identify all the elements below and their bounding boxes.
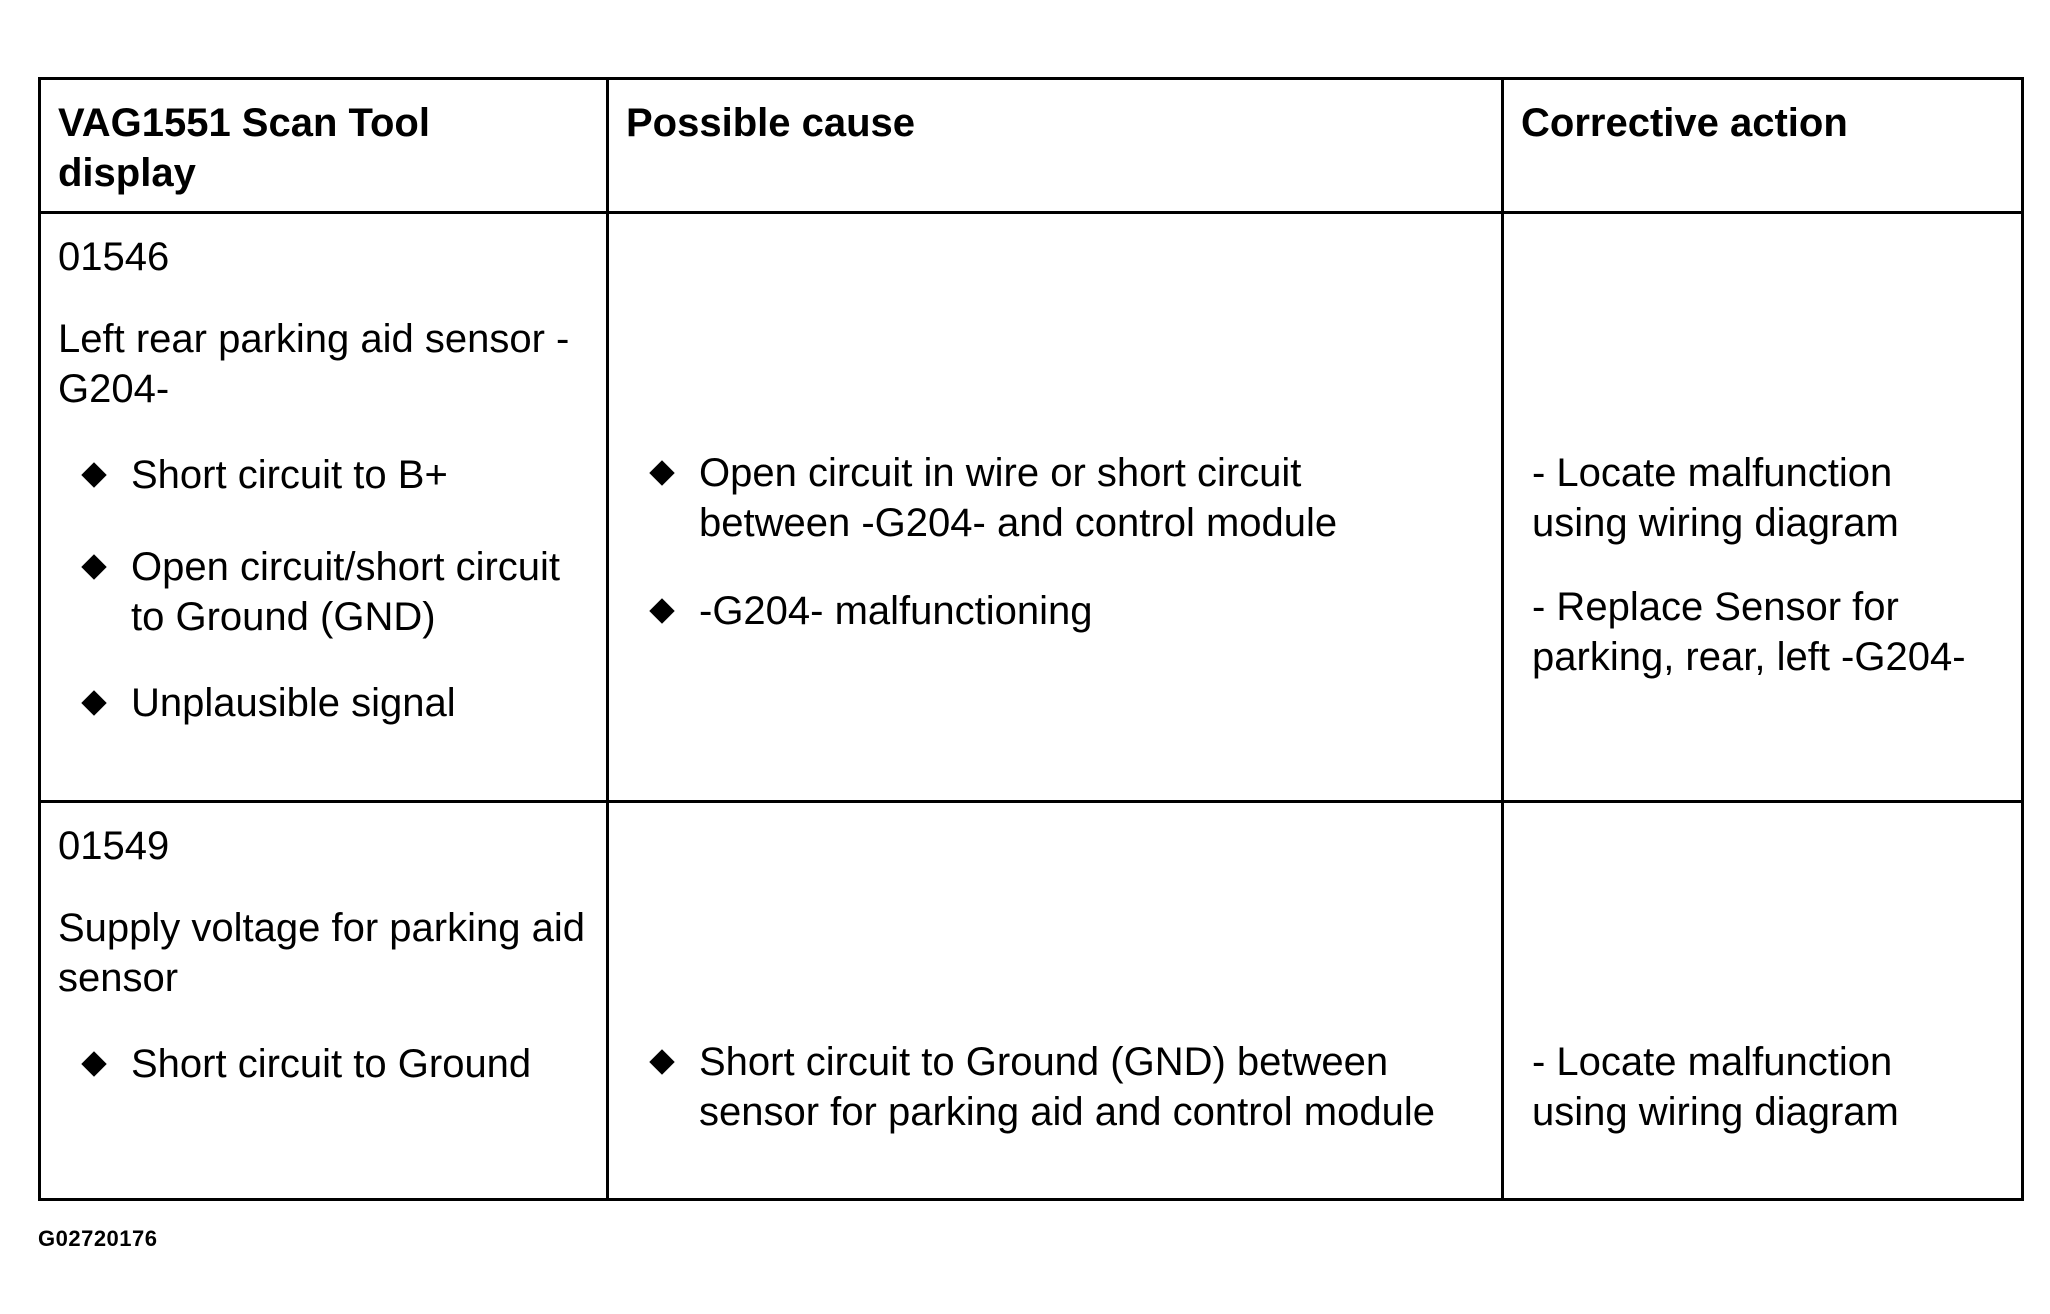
action-text: - Replace Sensor for xyxy=(1532,585,1899,629)
cause-cell xyxy=(609,803,1504,1201)
action-cell xyxy=(1504,214,2024,800)
diamond-bullet-icon xyxy=(81,690,106,715)
fault-type: Short circuit to B+ xyxy=(131,453,448,497)
header-action-label: Corrective action xyxy=(1521,101,1848,145)
diamond-bullet-icon xyxy=(649,1049,674,1074)
component-name-line: G204- xyxy=(58,367,170,411)
cause-cell xyxy=(609,214,1504,800)
fault-code: 01546 xyxy=(58,235,170,279)
diagnostic-table xyxy=(38,77,2024,1201)
cause-text: sensor for parking aid and control module xyxy=(699,1090,1435,1134)
fault-type: to Ground (GND) xyxy=(131,595,436,639)
diamond-bullet-icon xyxy=(81,462,106,487)
table-header-row xyxy=(41,80,2021,214)
table-row xyxy=(41,214,2021,803)
diamond-bullet-icon xyxy=(81,554,106,579)
display-cell xyxy=(41,803,609,1201)
header-cell-display xyxy=(41,80,609,211)
header-cell-action xyxy=(1504,80,2024,211)
header-cell-cause xyxy=(609,80,1504,211)
component-name-line: sensor xyxy=(58,956,179,1000)
action-text: - Locate malfunction xyxy=(1532,1040,1893,1084)
fault-type: Unplausible signal xyxy=(131,681,456,725)
fault-type: Short circuit to Ground xyxy=(131,1042,532,1086)
component-name-line: Left rear parking aid sensor - xyxy=(58,317,570,361)
cause-text: between -G204- and control module xyxy=(699,501,1338,545)
cause-text: Short circuit to Ground (GND) between xyxy=(699,1040,1389,1084)
cause-text: -G204- malfunctioning xyxy=(699,589,1093,633)
diamond-bullet-icon xyxy=(649,460,674,485)
action-text: parking, rear, left -G204- xyxy=(1532,635,1966,679)
display-cell xyxy=(41,214,609,800)
diamond-bullet-icon xyxy=(649,598,674,623)
fault-code: 01549 xyxy=(58,824,170,868)
fault-type: Open circuit/short circuit xyxy=(131,545,561,589)
action-text: - Locate malfunction xyxy=(1532,451,1893,495)
header-cause-label: Possible cause xyxy=(626,101,916,145)
figure-code: G02720176 xyxy=(38,1226,158,1251)
table-row xyxy=(41,803,2021,1201)
action-text: using wiring diagram xyxy=(1532,501,1899,545)
diamond-bullet-icon xyxy=(81,1051,106,1076)
action-cell xyxy=(1504,803,2024,1201)
component-name-line: Supply voltage for parking aid xyxy=(58,906,585,950)
action-text: using wiring diagram xyxy=(1532,1090,1899,1134)
cause-text: Open circuit in wire or short circuit xyxy=(699,451,1302,495)
header-display-label: VAG1551 Scan Tool display xyxy=(58,101,430,195)
